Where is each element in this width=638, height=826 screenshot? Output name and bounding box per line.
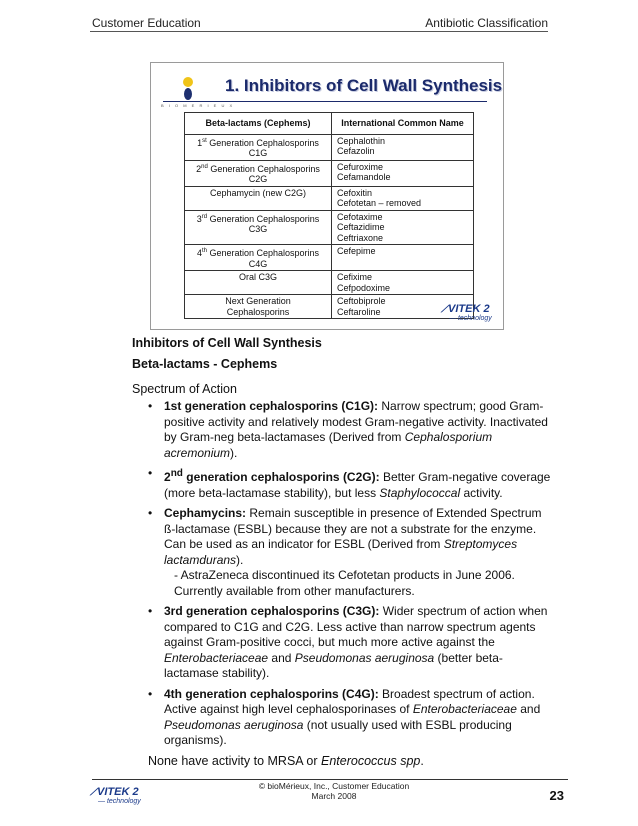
list-item: • 2nd generation cephalosporins (C2G): Better Gram-negative coverage (more beta-lactamase stability), but less Staphylococcal activity. <box>148 466 551 500</box>
table-header-row <box>185 113 474 135</box>
section-heading: Inhibitors of Cell Wall Synthesis <box>132 336 322 350</box>
vitek-logo-name: ⟋VITEK 2 <box>441 303 490 315</box>
slide-title: 1. Inhibitors of Cell Wall Synthesis <box>225 76 503 95</box>
table-header-cell: Beta-lactams (Cephems) <box>185 113 332 135</box>
bullet-list <box>132 399 552 749</box>
table-header-cell: International Common Name <box>332 113 474 135</box>
class-cell: Oral C3G <box>185 271 332 295</box>
table-row <box>185 245 474 271</box>
closing-note: None have activity to MRSA or Enterococcus spp. <box>148 753 424 768</box>
cephem-table <box>184 112 474 319</box>
title-rule <box>163 101 487 102</box>
list-item: • 4th generation cephalosporins (C4G): Broadest spectrum of action. Active against high level cephalosporinases of Enterobacteriaceae and Pseudomonas aeruginosa (not usually used with ESBL producing organisms). <box>148 686 541 747</box>
list-item: • 1st generation cephalosporins (C1G): Narrow spectrum; good Gram-positive activity and relatively modest Gram-negative activity. Inactivated by Gram-neg beta-lactamases (Derived from Cephalosporium acremonium). <box>148 399 548 460</box>
footer-vitek-sub: — technology <box>98 798 141 805</box>
page-number: 23 <box>549 788 564 803</box>
class-cell: Next Generation Cephalosporins <box>185 295 332 319</box>
subsection-heading: Beta-lactams - Cephems <box>132 357 278 371</box>
logo-text: B I O M E R I E U X <box>161 103 235 108</box>
name-cell: Cefotaxime Ceftazidime Ceftriaxone <box>332 210 474 245</box>
footer-rule <box>92 779 568 780</box>
class-cell: 4th Generation Cephalosporins C4G <box>185 245 332 271</box>
table-body <box>185 134 474 319</box>
spectrum-label: Spectrum of Action <box>132 382 237 396</box>
class-cell: 2nd Generation Cephalosporins C2G <box>185 160 332 186</box>
swoosh-icon: ⟋ <box>90 787 97 798</box>
footer-vitek-name: ⟋VITEK 2 <box>90 786 139 798</box>
slide-figure <box>150 62 504 330</box>
logo-drop-icon <box>184 88 192 100</box>
list-item: • 3rd generation cephalosporins (C3G): Wider spectrum of action when compared to C1G and C2G. Less active than narrow spectrum agents against Gram-positive cocci, but much more active against the Enterobacteriaceae and Pseudomonas aeruginosa (better beta-lactamase stability). <box>148 604 548 680</box>
name-cell: Ceftobiprole Ceftaroline <box>332 295 474 319</box>
body-text <box>132 336 552 768</box>
name-cell: Cefuroxime Cefamandole <box>332 160 474 186</box>
table-row <box>185 134 474 160</box>
footer-vitek-logo <box>90 786 141 805</box>
table-row <box>185 160 474 186</box>
vitek-logo-sub: — technology <box>449 315 492 322</box>
list-item: • Cephamycins: Remain susceptible in presence of Extended Spectrum ß-lactamase (ESBL) because they are not a substrate for the enzyme. Can be used as an indicator for ESBL (Derived from Streptomyces lactamdurans). - AstraZeneca discontinued its Cefotetan products in June 2006. Currently available from other manufacturers. <box>132 506 552 599</box>
header-right: Antibiotic Classification <box>425 16 548 30</box>
logo-dot-icon <box>183 77 193 87</box>
name-cell: Cephalothin Cefazolin <box>332 134 474 160</box>
table-row <box>185 186 474 210</box>
footer-copyright: © bioMérieux, Inc., Customer Education March 2008 <box>258 781 410 801</box>
note-text: - AstraZeneca discontinued its Cefotetan products in June 2006. Currently available from other manufacturers. <box>174 568 515 598</box>
name-cell: Cefoxitin Cefotetan – removed <box>332 186 474 210</box>
class-cell: 1st Generation Cephalosporins C1G <box>185 134 332 160</box>
class-cell: 3rd Generation Cephalosporins C3G <box>185 210 332 245</box>
header-left: Customer Education <box>92 16 201 30</box>
table-row <box>185 295 474 319</box>
name-cell: Cefixime Cefpodoxime <box>332 271 474 295</box>
header-rule <box>90 31 548 32</box>
class-cell: Cephamycin (new C2G) <box>185 186 332 210</box>
table-row <box>185 210 474 245</box>
swoosh-icon: ⟋ <box>441 304 448 315</box>
vitek-logo <box>441 303 497 325</box>
name-cell: Cefepime <box>332 245 474 271</box>
table-row <box>185 271 474 295</box>
